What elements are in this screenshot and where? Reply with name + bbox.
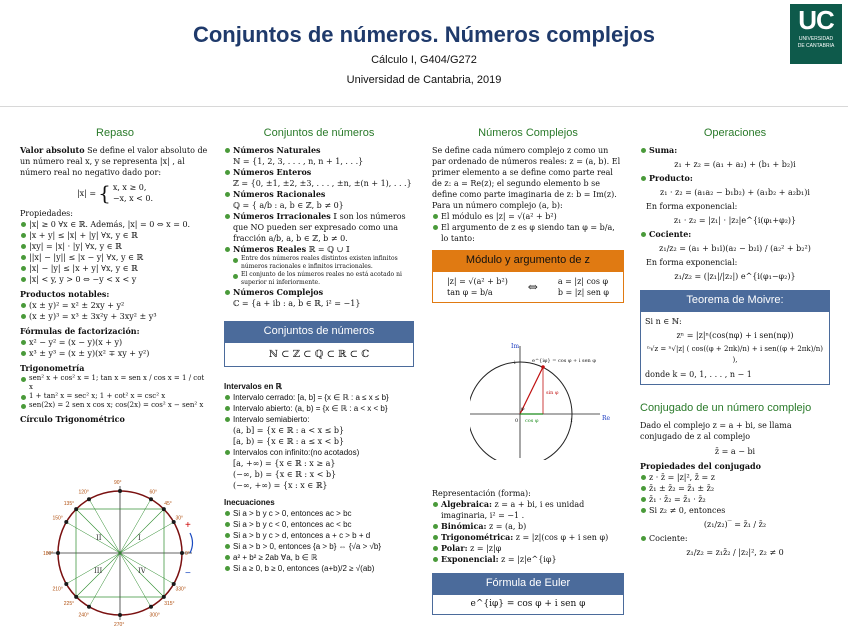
form-name: Trigonométrica: [441, 532, 514, 542]
set-item [224, 211, 414, 244]
factor-item: x³ ± y³ = (x ± y)(x² ∓ xy + y²) [20, 348, 210, 359]
notable-item: (x ± y)³ = x³ ± 3x²y + 3xy² ± y³ [20, 311, 210, 322]
unbounded-item: (−∞, b) = {x ∈ ℝ : x < b} [233, 470, 337, 479]
semi-item: (a, b] = {x ∈ ℝ : a < x ≤ b} [233, 426, 345, 435]
modulus-box-title: Módulo y argumento de z [432, 250, 624, 271]
abs-label: Valor absoluto [20, 145, 85, 155]
minus-sign: − [185, 568, 191, 579]
form-item [432, 532, 624, 543]
form-item [432, 521, 624, 532]
modulus-eq: |z| = √(a² + b²) [446, 277, 508, 286]
quot-section [640, 229, 830, 240]
form-name: Algebraica: [441, 499, 492, 509]
ineq-item: Si a > b y c > d, entonces a + c > b + d [224, 530, 414, 541]
notable-label: Productos notables: [20, 289, 110, 299]
representation-section [432, 488, 624, 615]
angle-label: 240° [78, 612, 89, 619]
conj-title: Conjugado de un número complejo [640, 402, 812, 414]
set-def: ℕ = {1, 2, 3, . . . , n, n + 1, . . .} [233, 157, 364, 166]
angle-label: 225° [63, 601, 75, 608]
abs-case1: x, x ≥ 0, [112, 183, 147, 192]
column-repaso [20, 128, 210, 425]
equivalence-icon: ⇔ [527, 279, 538, 294]
sets-box-title: Conjuntos de números [224, 321, 414, 342]
quadrant-label: I [138, 534, 141, 542]
form-def: z = |z|(cos φ + i sen φ) [515, 533, 609, 542]
set-name: Números Racionales [233, 189, 326, 199]
angle-dot [149, 497, 153, 501]
trig-item: sen² x + cos² x = 1; tan x = sen x / cos x = 1 / cot x [20, 374, 210, 392]
interval-item: Intervalo cerrado: [a, b] = {x ∈ ℝ : a ≤ x ≤ b} [224, 392, 414, 403]
real-note: El conjunto de los números reales no está acotado ni superior ni inferiormente. [232, 271, 414, 287]
set-def: 𝕀 son los números que NO pueden ser expresado como una fracción a/b, a, b ∈ ℤ, b ≠ 0. [233, 212, 406, 243]
prop-item: ||x| − |y|| ≤ |x − y| ∀x, y ∈ ℝ [20, 252, 210, 263]
abs-lhs: |x| = [76, 188, 97, 198]
euler-box-body: e^{iφ} = cos φ + i sen φ [432, 594, 624, 615]
form-item [432, 543, 624, 554]
prod-exp-formula: z₁ · z₂ = |z₁| · |z₂|e^{i(φ₁+φ₂)} [673, 216, 797, 225]
factor-label: Fórmulas de factorización: [20, 326, 140, 336]
im-label: Im [511, 343, 520, 350]
angle-label: 270° [114, 622, 125, 628]
angle-dot [64, 520, 68, 524]
abs-paragraph [20, 145, 210, 178]
form-item [432, 499, 624, 521]
prod-section [640, 173, 830, 184]
page-title: Conjuntos de números. Números complejos [192, 22, 656, 47]
ineq-item: Si a > b y c > 0, entonces ac > bc [224, 508, 414, 519]
moivre-box [640, 290, 830, 385]
prop-item: |x + y| ≤ |x| + |y| ∀x, y ∈ ℝ [20, 230, 210, 241]
quadrant-label: III [94, 567, 103, 575]
repr-label: Representación (forma): [432, 489, 531, 498]
angle-dot [162, 595, 166, 599]
angle-label: 0° [185, 551, 190, 557]
angle-label: 30° [175, 515, 184, 522]
set-name: Números Irracionales [233, 211, 331, 221]
angle-label: 315° [164, 601, 175, 608]
form-name: Polar: [441, 543, 468, 553]
set-item [224, 189, 414, 211]
header-divider [0, 106, 848, 107]
complex-item: El argumento de z es φ siendo tan φ = b/a, lo tanto: [432, 222, 624, 244]
semi-list [224, 425, 414, 447]
moivre-intro: Si n ∈ ℕ: [645, 317, 682, 326]
ineq-item: Si a > b y c < 0, entonces ac < bc [224, 519, 414, 530]
moivre-body [640, 311, 830, 385]
set-item [224, 287, 414, 309]
sets-box [224, 321, 414, 367]
angle-labels [43, 480, 190, 628]
moivre-root: ⁿ√z = ⁿ√|z| ( cos((φ + 2πk)/n) + i sen((φ + 2πk)/n) ), [647, 345, 823, 364]
sum-formula: z₁ + z₂ = (a₁ + a₂) + (b₁ + b₂)i [674, 160, 796, 169]
angle-dot [74, 595, 78, 599]
tan-eq: tan φ = b/a [446, 288, 493, 297]
prod-label [640, 173, 830, 184]
angle-label: 150° [52, 515, 63, 522]
phi-label: φ [521, 406, 525, 412]
set-name: Números Complejos [233, 287, 324, 297]
set-item [224, 145, 414, 167]
angle-label: 180° [43, 551, 54, 557]
complex-items [432, 211, 624, 244]
angle-dot [162, 507, 166, 511]
semi-item: [a, b) = {x ∈ ℝ : a ≤ x < b} [233, 437, 345, 446]
set-name: Números Enteros [233, 167, 312, 177]
real-notes [232, 255, 414, 287]
form-item [432, 554, 624, 565]
conj-frac: (z₁/z₂)‾ = z̄₁ / z̄₂ [703, 520, 767, 529]
notable-item: (x ± y)² = x² ± 2xy + y² [20, 300, 210, 311]
column-complejos [432, 128, 624, 303]
set-name: Números Reales [233, 244, 307, 254]
set-item [224, 167, 414, 189]
prop-item: |x| − |y| ≤ |x + y| ∀x, y ∈ ℝ [20, 263, 210, 274]
unbounded-head [224, 447, 414, 458]
ineq-item: a² + b² ≥ 2ab ∀a, b ∈ ℝ [224, 552, 414, 563]
angle-dot [56, 551, 60, 555]
complex-set [224, 287, 414, 309]
quot-formula: z₁/z₂ = (a₁ + b₁i)(a₂ − b₂i) / (a₂² + b₂²) [659, 244, 811, 253]
circle-label: Círculo Trigonométrico [20, 414, 125, 424]
logo-line2: DE CANTABRIA [797, 43, 835, 49]
intervals-list [224, 392, 414, 425]
conj-props-label: Propiedades del conjugado [640, 461, 761, 471]
angle-label: 60° [149, 489, 158, 496]
prod-formula: z₁ · z₂ = (a₁a₂ − b₁b₂) + (a₁b₂ + a₂b₁)i [660, 188, 810, 197]
cos-label: cos φ [525, 418, 539, 424]
real-note: Entre dos números reales distintos existen infinitos números racionales e infinitos irracionales. [232, 255, 414, 271]
form-name: Binómica: [441, 521, 487, 531]
euler-box-title: Fórmula de Euler [432, 573, 624, 594]
logo-mark: UC [798, 5, 834, 35]
column-operaciones [640, 128, 830, 561]
sets-box-body: ℕ ⊂ ℤ ⊂ ℚ ⊂ ℝ ⊂ ℂ [224, 342, 414, 367]
interval-item: Intervalo semiabierto: [224, 414, 414, 425]
cociente-label: Cociente: [640, 533, 830, 544]
form-def: z = a + bi, i es unidad imaginaria, i² = −1 . [441, 500, 585, 520]
interval-item: Intervalo abierto: (a, b) = {x ∈ ℝ : a < x < b} [224, 403, 414, 414]
quadrant-label: IV [138, 567, 146, 575]
institution: Universidad de Cantabria, 2019 [346, 74, 502, 86]
university-logo [790, 4, 842, 64]
moivre-title: Teorema de Moivre: [640, 290, 830, 311]
forms-list [432, 499, 624, 565]
angle-dot [87, 605, 91, 609]
angle-label: 135° [63, 500, 75, 507]
set-def: ℤ = {0, ±1, ±2, ±3, . . . , ±n, ±(n + 1), . . .} [233, 179, 412, 188]
form-def: z = |z|φ [470, 544, 502, 553]
prod-exp-label: En forma exponencial: [646, 202, 738, 211]
conj-prop: Si z₂ ≠ 0, entonces [640, 505, 830, 516]
abs-case2: −x, x < 0. [112, 194, 154, 203]
b-eq: b = |z| sen φ [557, 288, 610, 297]
angle-dot [64, 582, 68, 586]
z-point [541, 365, 545, 369]
set-def: ℚ = { a/b : a, b ∈ ℤ, b ≠ 0} [233, 201, 344, 210]
moivre-power: zⁿ = |z|ⁿ(cos(nφ) + i sen(nφ)) [676, 331, 794, 340]
unbounded-item: [a, +∞) = {x ∈ ℝ : x ≥ a} [233, 459, 336, 468]
angle-dot [149, 605, 153, 609]
angle-dot [87, 497, 91, 501]
a-eq: a = |z| cos φ [557, 277, 609, 286]
trig-item: sen(2x) = 2 sen x cos x; cos(2x) = cos² x − sen² x [20, 401, 210, 410]
intervals-label: Intervalos en ℝ [224, 382, 282, 391]
ineq-label: Inecuaciones [224, 498, 275, 507]
sets-list [224, 145, 414, 255]
cociente-section [640, 533, 830, 544]
angle-dot [74, 507, 78, 511]
rotation-arrow [190, 533, 193, 553]
modulus-box-body [432, 271, 624, 303]
conj-def: z̄ = a − bi [714, 447, 756, 456]
one-label: 1 [570, 418, 574, 424]
brace: { [98, 181, 111, 205]
conj-text: Dado el complejo z = a + bi, se llama conjugado de z al complejo [640, 421, 792, 441]
angle-label: 210° [52, 586, 63, 593]
sin-label: sin φ [546, 390, 559, 396]
abs-cases [113, 182, 153, 204]
i-label: i [514, 360, 516, 366]
unbounded-label: Intervalos con infinito:(no acotados) [224, 447, 414, 458]
angle-label: 45° [164, 500, 172, 507]
re-label: Re [602, 415, 611, 422]
notable-list [20, 300, 210, 322]
sum-label-text: Suma: [649, 145, 678, 155]
angle-label: 330° [175, 586, 186, 593]
abs-definition [20, 182, 210, 204]
ineq-item: Si a ≥ 0, b ≥ 0, entonces (a+b)/2 ≥ √(ab) [224, 563, 414, 574]
angle-dot [172, 582, 176, 586]
column-conjuntos [224, 128, 414, 574]
set-def: ℂ = {a + ib : a, b ∈ ℝ, i² = −1} [233, 299, 361, 308]
complex-plane-diagram [470, 340, 620, 460]
form-name: Exponencial: [441, 554, 499, 564]
origin-label: 0 [515, 418, 519, 424]
complex-item: El módulo es |z| = √(a² + b²) [432, 211, 624, 222]
factor-item: x² − y² = (x − y)(x + y) [20, 337, 210, 348]
euler-point-label: e^{iφ} = cos φ + i sen φ [532, 358, 596, 364]
prop-item: |x| ≥ 0 ∀x ∈ ℝ. Además, |x| = 0 ⇔ x = 0. [20, 219, 210, 230]
sum-label [640, 145, 830, 156]
moivre-k: donde k = 0, 1, . . . , n − 1 [645, 370, 752, 379]
angle-label: 300° [149, 612, 160, 619]
quadrant-label: II [96, 534, 102, 542]
conj-props [640, 472, 830, 516]
angle-dot [180, 551, 184, 555]
euler-box [432, 573, 624, 615]
conj-prop: z · z̄ = |z|², z̄̄ = z [640, 472, 830, 483]
prop-item: |xy| = |x| · |y| ∀x, y ∈ ℝ [20, 241, 210, 252]
plus-sign: + [185, 520, 191, 531]
angle-dot [118, 489, 122, 493]
cociente-formula: z₁/z₂ = z₁z̄₂ / |z₂|², z₂ ≠ 0 [686, 548, 784, 557]
sum-section [640, 145, 830, 156]
operaciones-title: Operaciones [703, 127, 767, 139]
angle-label: 120° [78, 489, 89, 496]
unbounded-list [224, 458, 414, 491]
prop-item: |x| < y, y > 0 ⇔ −y < x < y [20, 274, 210, 285]
unit-circle-diagram [30, 478, 210, 628]
ineq-item: Si a > b > 0, entonces {a > b} ⇔ {√a > √b} [224, 541, 414, 552]
trig-item: 1 + tan² x = sec² x; 1 + cot² x = csc² x [20, 392, 210, 401]
factor-list [20, 337, 210, 359]
unbounded-item: (−∞, +∞) = {x : x ∈ ℝ} [233, 481, 328, 490]
quot-label-text: Cociente: [649, 229, 692, 239]
angle-dot [118, 613, 122, 617]
complex-para: Para un número complejo (a, b): [432, 201, 563, 210]
complejos-title: Números Complejos [478, 127, 578, 139]
conj-prop: z̄₁ · z̄₂ = z̄₁ · z̄₂ [640, 494, 830, 505]
props-label: Propiedades: [20, 209, 73, 218]
trig-list [20, 374, 210, 410]
repaso-title: Repaso [96, 127, 134, 139]
quot-label [640, 229, 830, 240]
set-name: Números Naturales [233, 145, 321, 155]
modulus-box [432, 250, 624, 303]
set-item [224, 244, 414, 255]
complex-intro: Se define cada número complejo z como un par ordenado de números reales: z = (a, b). El primer elemento a se define como parte real de z: a = Re(z); el segundo elemento b se define como parte imaginaria de z: b = Im(z). [432, 146, 621, 199]
ineq-list [224, 508, 414, 574]
trig-label: Trigonometría [20, 363, 85, 373]
quot-exp-label: En forma exponencial: [646, 258, 738, 267]
conjuntos-title: Conjuntos de números [263, 127, 375, 139]
form-def: z = (a, b) [489, 522, 527, 531]
set-def: ℝ = ℚ ∪ 𝕀 [308, 245, 350, 254]
course-code: Cálculo I, G404/G272 [371, 54, 477, 66]
abs-text: Se define el valor absoluto de un número real x, y se representa |x| , al número real no negativo dado por: [20, 146, 208, 177]
angle-label: 90° [114, 480, 122, 486]
form-def: z = |z|e^{iφ} [501, 555, 557, 564]
prod-label-text: Producto: [649, 173, 693, 183]
modulus-right [558, 276, 609, 298]
logo-line1: UNIVERSIDAD [798, 36, 834, 42]
modulus-left [447, 276, 508, 298]
props-list [20, 219, 210, 285]
quot-exp-formula: z₁/z₂ = (|z₁|/|z₂|) e^{i(φ₁−φ₂)} [674, 272, 796, 281]
conj-prop: z̄₁ ± z̄₂ = z̄₁ ± z̄₂ [640, 483, 830, 494]
